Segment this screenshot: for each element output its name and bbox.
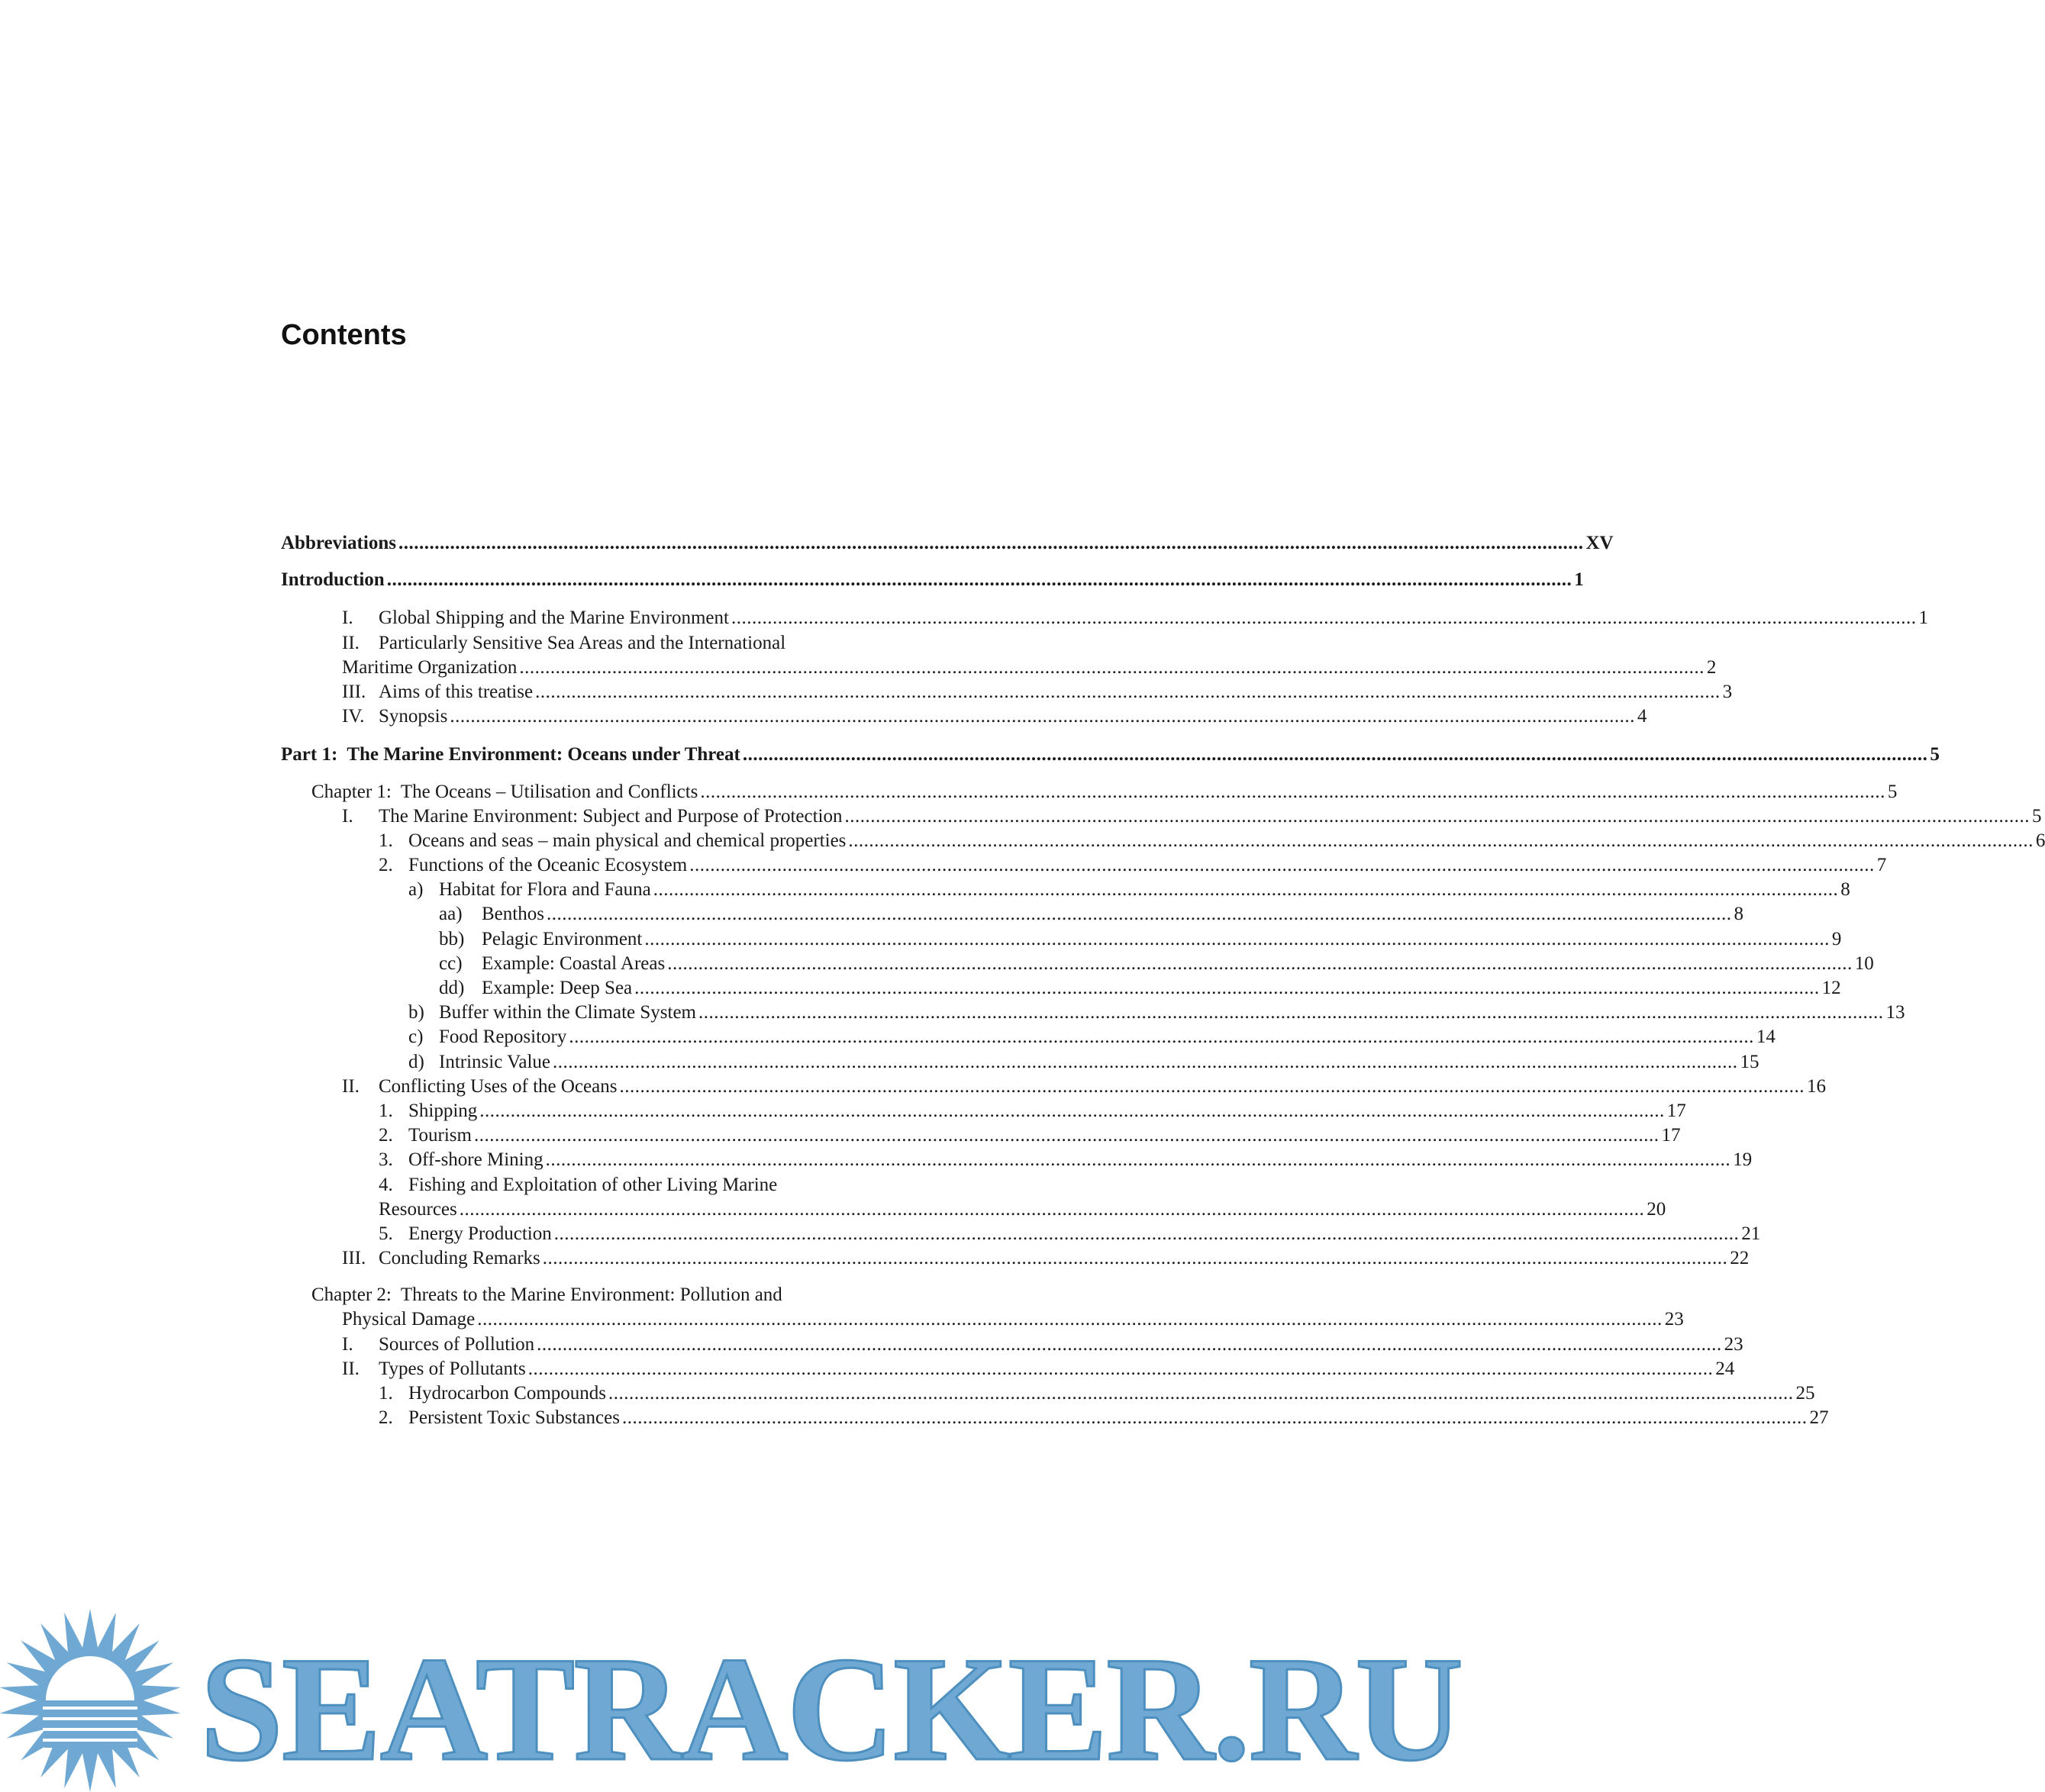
toc-entry-label: I. — [342, 1333, 353, 1355]
toc-entry-label: 1. — [379, 1100, 393, 1121]
toc-entry-page: 23 — [1664, 1309, 1684, 1330]
toc-entry-label: 2. — [379, 1125, 393, 1146]
toc-entry[interactable] — [281, 952, 1874, 976]
toc-entry[interactable] — [281, 1333, 1743, 1357]
sun-horizon-line — [43, 1717, 137, 1720]
toc-entry-page: 10 — [1854, 952, 1874, 974]
toc-leader-dots — [731, 606, 1917, 630]
toc-entry-title: Shipping — [408, 1100, 478, 1121]
toc-entry-title: Tourism — [408, 1125, 472, 1146]
toc-entry-label: c) — [408, 1027, 424, 1048]
toc-entry-page: 27 — [1809, 1407, 1829, 1429]
toc-entry[interactable] — [281, 1283, 992, 1307]
toc-entry-page: 15 — [1740, 1051, 1760, 1072]
toc-entry[interactable] — [281, 1173, 992, 1197]
toc-entry[interactable] — [281, 1050, 1760, 1075]
toc-entry-title: Buffer within the Climate System — [439, 1002, 696, 1023]
toc-entry-title: Abbreviations — [281, 533, 396, 553]
sun-horizon-line — [43, 1728, 137, 1731]
toc-entry-title: Aims of this treatise — [379, 681, 534, 702]
toc-entry[interactable] — [281, 1001, 1905, 1025]
toc-entry-title: Habitat for Flora and Fauna — [439, 879, 651, 901]
toc-leader-dots — [644, 927, 1830, 952]
toc-leader-dots — [535, 680, 1721, 704]
toc-leader-dots — [634, 976, 1820, 1001]
toc-entry-label: cc) — [439, 952, 463, 974]
toc-leader-dots — [537, 1333, 1722, 1357]
toc-entry-title: Pelagic Environment — [482, 928, 643, 949]
toc-entry-page: 3 — [1722, 681, 1733, 702]
toc-entry-label: d) — [408, 1051, 424, 1072]
toc-entry-title: Intrinsic Value — [439, 1051, 551, 1072]
toc-entry-page: 13 — [1885, 1002, 1905, 1023]
toc-entry-page: 23 — [1724, 1333, 1743, 1355]
toc-entry[interactable] — [281, 743, 1940, 767]
toc-entry-page: 17 — [1666, 1100, 1686, 1121]
toc-leader-dots — [554, 1222, 1740, 1246]
sun-horizon-line — [43, 1707, 137, 1710]
toc-leader-dots — [698, 1001, 1884, 1025]
toc-leader-dots — [622, 1406, 1808, 1430]
toc-entry-title: Chapter 1: The Oceans – Utilisation and Conflicts — [311, 781, 698, 802]
toc-entry[interactable] — [281, 878, 1850, 902]
toc-entry-page: 1 — [1574, 569, 1584, 591]
toc-entry[interactable] — [281, 606, 1928, 630]
toc-entry-label: 1. — [379, 830, 393, 851]
toc-entry[interactable] — [281, 1025, 1776, 1049]
toc-entry-label: III. — [342, 681, 366, 702]
sun-icon — [0, 1609, 181, 1792]
toc-leader-dots — [479, 1099, 1665, 1123]
toc-entry[interactable] — [281, 1099, 1686, 1123]
toc-entry-title: Synopsis — [379, 706, 448, 727]
toc-leader-dots — [848, 829, 2034, 853]
toc-entry-title: Example: Coastal Areas — [482, 952, 666, 974]
toc-entry-page: 4 — [1637, 706, 1647, 727]
toc-entry-title: Fishing and Exploitation of other Living Marine — [408, 1174, 778, 1195]
toc-entry[interactable] — [281, 1123, 1681, 1148]
toc-entry-label: III. — [342, 1248, 366, 1269]
toc-entry[interactable] — [281, 829, 2045, 853]
toc-entry-title: Global Shipping and the Marine Environment — [379, 608, 729, 629]
toc-entry-page: 5 — [1887, 781, 1898, 802]
toc-entry-label: dd) — [439, 978, 465, 998]
toc-leader-dots — [450, 704, 1635, 729]
toc-leader-dots — [474, 1123, 1660, 1148]
toc-entry-page: 6 — [2035, 830, 2045, 851]
toc-entry[interactable] — [281, 568, 1584, 592]
toc-entry-label: IV. — [342, 706, 365, 727]
toc-entry-label: a) — [408, 879, 424, 901]
toc-entry-label: bb) — [439, 928, 465, 949]
toc-entry-label: I. — [342, 805, 353, 827]
toc-leader-dots — [667, 952, 1853, 976]
toc-entry-title: Example: Deep Sea — [482, 978, 633, 998]
toc-entry-title: Concluding Remarks — [379, 1248, 540, 1269]
toc-entry-page: 16 — [1806, 1075, 1826, 1097]
toc-entry[interactable] — [281, 1406, 1829, 1430]
toc-entry-title: Resources — [379, 1198, 457, 1220]
toc-entry-page: 5 — [2032, 805, 2042, 827]
toc-entry-title: Conflicting Uses of the Oceans — [379, 1075, 618, 1097]
toc-entry-label: II. — [342, 632, 360, 653]
toc-leader-dots — [547, 902, 1732, 927]
toc-entry-label: II. — [342, 1358, 360, 1379]
toc-entry-title: Types of Pollutants — [379, 1358, 526, 1379]
toc-entry[interactable] — [281, 1222, 1761, 1246]
toc-entry-title: Oceans and seas – main physical and chemical properties — [408, 830, 847, 851]
watermark-text: SEATRACKER.RU — [200, 1626, 1462, 1792]
toc-leader-dots — [528, 1357, 1714, 1381]
toc-entry-page: 9 — [1831, 928, 1842, 949]
toc-entry-title: Sources of Pollution — [379, 1333, 535, 1355]
toc-entry-title: Functions of the Oceanic Ecosystem — [408, 855, 688, 876]
toc-entry-label: 2. — [379, 855, 393, 876]
toc-entry-page: 22 — [1730, 1248, 1750, 1269]
toc-entry-label: aa) — [439, 904, 463, 925]
table-of-contents — [281, 531, 2045, 1430]
toc-leader-dots — [845, 804, 2030, 829]
toc-entry-label: II. — [342, 1075, 360, 1097]
toc-entry-title: The Marine Environment: Subject and Purpose of Protection — [379, 805, 843, 827]
toc-entry[interactable] — [281, 1148, 1753, 1172]
toc-entry-page: 17 — [1661, 1125, 1681, 1146]
toc-entry-page: 12 — [1821, 978, 1841, 998]
toc-entry[interactable] — [281, 704, 1647, 729]
toc-entry-page: 21 — [1741, 1223, 1761, 1244]
toc-leader-dots — [553, 1050, 1738, 1075]
toc-leader-dots — [700, 780, 1885, 804]
toc-entry-page: 5 — [1930, 744, 1940, 765]
toc-leader-dots — [653, 878, 1839, 902]
toc-entry-title: Persistent Toxic Substances — [408, 1407, 620, 1429]
toc-entry[interactable] — [281, 631, 992, 656]
toc-entry[interactable] — [281, 804, 2042, 829]
toc-entry[interactable] — [281, 680, 1733, 704]
toc-entry-title: Physical Damage — [342, 1309, 476, 1330]
toc-entry-page: 20 — [1647, 1198, 1666, 1220]
toc-leader-dots — [398, 531, 1584, 556]
toc-entry[interactable] — [281, 780, 1898, 804]
toc-leader-dots — [608, 1381, 1794, 1406]
toc-leader-dots — [619, 1075, 1805, 1099]
toc-entry[interactable] — [281, 902, 1743, 927]
toc-entry-title: Maritime Organization — [342, 656, 518, 678]
toc-entry[interactable] — [281, 656, 1717, 680]
toc-entry-page: 8 — [1840, 879, 1850, 901]
toc-entry[interactable] — [281, 1381, 1815, 1406]
toc-entry-title: Food Repository — [439, 1027, 567, 1048]
toc-entry-page: 8 — [1734, 904, 1743, 925]
toc-entry-label: b) — [408, 1002, 424, 1023]
toc-entry[interactable] — [281, 531, 1614, 556]
toc-entry[interactable] — [281, 1357, 1735, 1381]
toc-entry[interactable] — [281, 927, 1842, 952]
toc-entry-page: 14 — [1756, 1027, 1776, 1048]
toc-leader-dots — [569, 1025, 1754, 1049]
toc-entry[interactable] — [281, 1075, 1826, 1099]
sun-horizon-line — [43, 1739, 137, 1742]
toc-entry-label: 3. — [379, 1149, 393, 1171]
toc-entry-page: 7 — [1876, 855, 1887, 876]
toc-entry[interactable] — [281, 853, 1887, 878]
toc-leader-dots — [519, 656, 1705, 680]
toc-entry[interactable] — [281, 976, 1841, 1001]
toc-entry-label: 4. — [379, 1174, 393, 1195]
toc-entry-page: 24 — [1715, 1358, 1735, 1379]
toc-leader-dots — [689, 853, 1875, 878]
toc-entry-title: Off-shore Mining — [408, 1149, 544, 1171]
toc-entry-page: 2 — [1706, 656, 1717, 678]
toc-leader-dots — [546, 1148, 1731, 1172]
toc-entry-title: Introduction — [281, 569, 385, 591]
toc-entry[interactable] — [281, 1307, 1684, 1332]
toc-entry-title: Energy Production — [408, 1223, 552, 1244]
toc-leader-dots — [387, 568, 1572, 592]
toc-entry-label: 2. — [379, 1407, 393, 1429]
toc-entry-label: 1. — [379, 1383, 393, 1404]
toc-leader-dots — [477, 1307, 1663, 1332]
toc-leader-dots — [460, 1197, 1645, 1222]
toc-entry-label: 5. — [379, 1223, 393, 1244]
toc-entry-page: XV — [1585, 533, 1614, 553]
toc-entry-page: 19 — [1733, 1149, 1753, 1171]
toc-leader-dots — [543, 1246, 1728, 1271]
toc-entry-title: Particularly Sensitive Sea Areas and the International — [379, 632, 786, 653]
toc-entry-title: Hydrocarbon Compounds — [408, 1383, 606, 1404]
toc-entry-title: Part 1: The Marine Environment: Oceans under Threat — [281, 744, 740, 765]
toc-entry-page: 1 — [1918, 608, 1928, 629]
toc-entry-title: Benthos — [482, 904, 544, 925]
toc-entry[interactable] — [281, 1246, 1750, 1271]
toc-entry-page: 25 — [1795, 1383, 1815, 1404]
toc-entry-label: I. — [342, 608, 353, 629]
page-title: Contents — [281, 319, 407, 351]
toc-entry[interactable] — [281, 1197, 1666, 1222]
toc-entry-title: Chapter 2: Threats to the Marine Environment: Pollution and — [311, 1284, 782, 1306]
toc-leader-dots — [743, 743, 1928, 767]
